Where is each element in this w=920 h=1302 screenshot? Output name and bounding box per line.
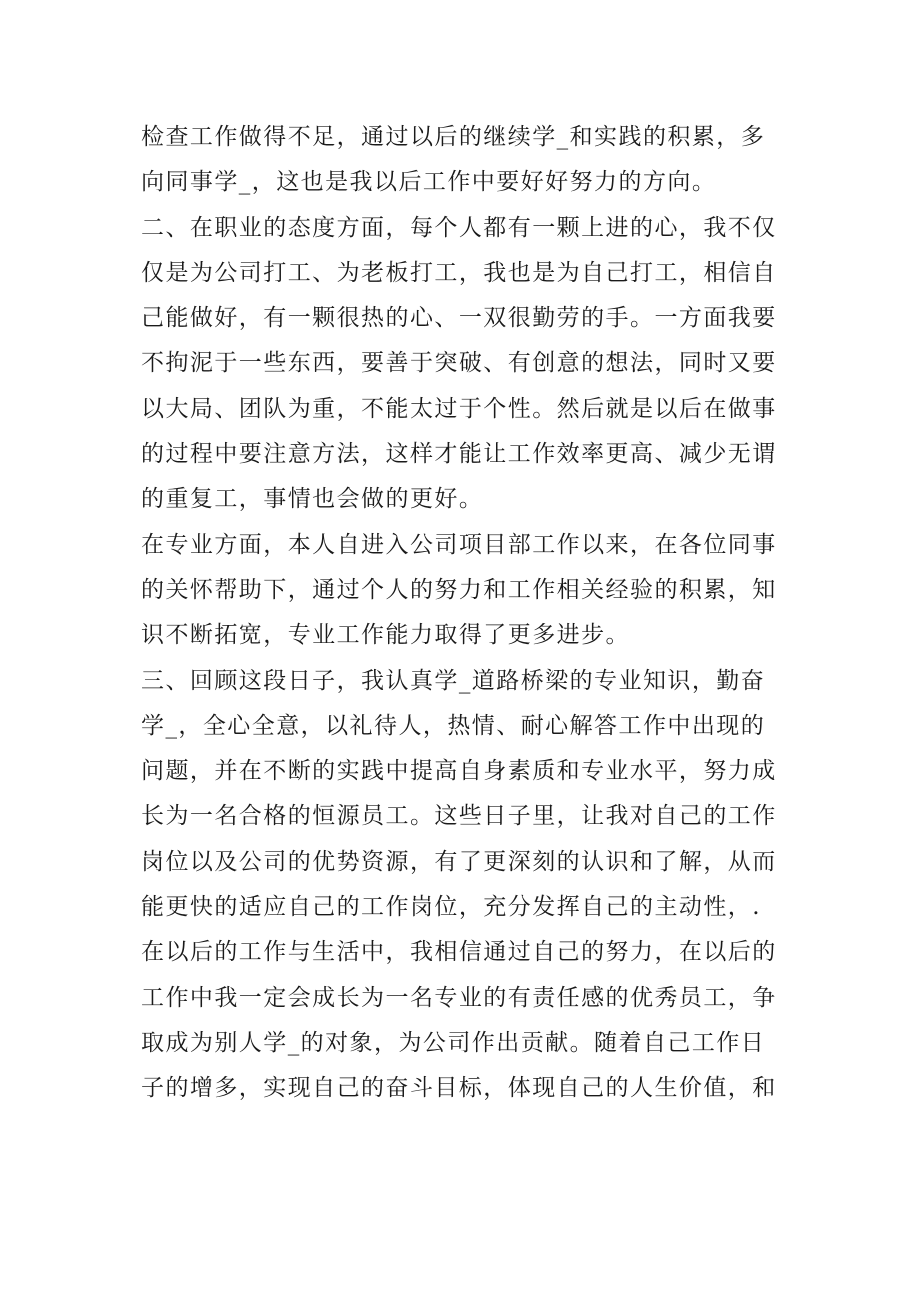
text-line: 长为一名合格的恒源员工。这些日子里，让我对自己的工作 [141, 803, 777, 830]
text-line: 的过程中要注意方法，这样才能让工作效率更高、减少无谓 [141, 441, 777, 468]
document-body [141, 115, 781, 1112]
text-line: 以大局、团队为重，不能太过于个性。然后就是以后在做事 [141, 395, 777, 422]
text-line: 问题，并在不断的实践中提高自身素质和专业水平，努力成 [141, 758, 777, 785]
text-line: 取成为别人学_的对象，为公司作出贡献。随着自己工作日 [141, 1029, 766, 1056]
text-line: 子的增多，实现自己的奋斗目标，体现自己的人生价值，和 [141, 1075, 777, 1102]
text-line: 学_，全心全意，以礼待人，热情、耐心解答工作中出现的 [141, 712, 766, 739]
text-line: 二、在职业的态度方面，每个人都有一颗上进的心，我不仅 [141, 214, 777, 241]
text-line: 仅是为公司打工、为老板打工，我也是为自己打工，相信自 [141, 259, 777, 286]
text-line: 己能做好，有一颗很热的心、一双很勤劳的手。一方面我要 [141, 305, 777, 332]
text-line: 向同事学_，这也是我以后工作中要好好努力的方向。 [141, 169, 717, 196]
text-line: 的重复工，事情也会做的更好。 [141, 486, 484, 513]
text-line: 能更快的适应自己的工作岗位，充分发挥自己的主动性，. [141, 894, 762, 921]
text-line: 在专业方面，本人自进入公司项目部工作以来，在各位同事 [141, 531, 777, 558]
text-line: 岗位以及公司的优势资源，有了更深刻的认识和了解，从而 [141, 848, 777, 875]
text-line: 三、回顾这段日子，我认真学_道路桥梁的专业知识，勤奋 [141, 667, 766, 694]
text-line: 工作中我一定会成长为一名专业的有责任感的优秀员工，争 [141, 984, 777, 1011]
text-line: 识不断拓宽，专业工作能力取得了更多进步。 [141, 622, 630, 649]
text-line: 不拘泥于一些东西，要善于突破、有创意的想法，同时又要 [141, 350, 777, 377]
text-line: 的关怀帮助下，通过个人的努力和工作相关经验的积累，知 [141, 576, 777, 603]
text-line: 在以后的工作与生活中，我相信通过自己的努力，在以后的 [141, 939, 777, 966]
text-line: 检查工作做得不足，通过以后的继续学_和实践的积累，多 [141, 124, 766, 150]
